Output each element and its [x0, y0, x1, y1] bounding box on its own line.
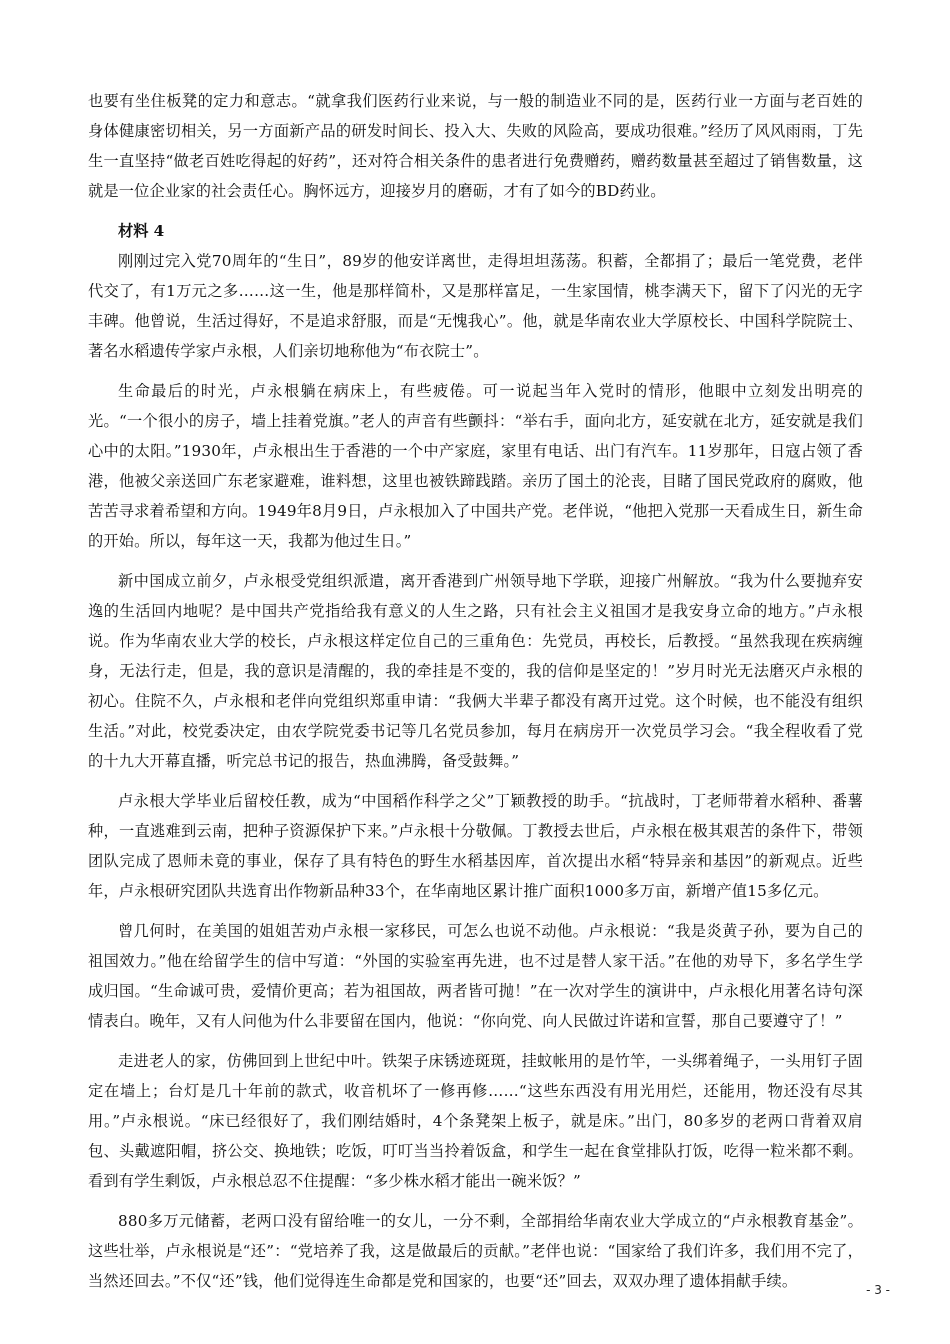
material-4-paragraph-3: 新中国成立前夕，卢永根受党组织派遣，离开香港到广州领导地下学联，迎接广州解放。“我为什么要抛弃安逸的生活回内地呢？是中国共产党指给我有意义的人生之路，只有社会主义祖国才是我安身立命的地方。”卢永根说。作为华南农业大学的校长，卢永根这样定位自己的三重角色：先党员，再校长，后教授。“虽然我现在疾病缠身，无法行走，但是，我的意识是清醒的，我的牵挂是不变的，我的信仰是坚定的！”岁月时光无法磨灭卢永根的初心。住院不久，卢永根和老伴向党组织郑重申请：“我俩大半辈子都没有离开过党。这个时候，也不能没有组织生活。”对此，校党委决定，由农学院党委书记等几名党员参加，每月在病房开一次党员学习会。“我全程收看了党的十九大开幕直播，听完总书记的报告，热血沸腾，备受鼓舞。”	[88, 572, 863, 770]
material-4-paragraph-6: 走进老人的家，仿佛回到上世纪中叶。铁架子床锈迹斑斑，挂蚊帐用的是竹竿，一头绑着绳子，一头用钉子固定在墙上；台灯是几十年前的款式，收音机坏了一修再修……“这些东西没有用光用烂，还能用，物还没有尽其用。”卢永根说。“床已经很好了，我们刚结婚时，4个条凳架上板子，就是床。”出门，80多岁的老两口背着双肩包、头戴遮阳帽，挤公交、换地铁；吃饭，叮叮当当拎着饭盒，和学生一起在食堂排队打饭，吃得一粒米都不剩。看到有学生剩饭，卢永根总忍不住提醒：“多少株水稻才能出一碗米饭？”	[88, 1052, 863, 1190]
document-page	[88, 86, 863, 1296]
page-number: - 3 -	[866, 1283, 890, 1297]
material-4-paragraph-5: 曾几何时，在美国的姐姐苦劝卢永根一家移民，可怎么也说不动他。卢永根说：“我是炎黄子孙，要为自己的祖国效力。”他在给留学生的信中写道：“外国的实验室再先进，也不过是替人家干活。”在他的劝导下，多名学生学成归国。“生命诚可贵，爱情价更高；若为祖国故，两者皆可抛！”在一次对学生的演讲中，卢永根化用著名诗句深情表白。晚年，又有人问他为什么非要留在国内，他说：“你向党、向人民做过许诺和宣誓，那自己要遵守了！”	[88, 922, 863, 1030]
material-4-paragraph-2: 生命最后的时光，卢永根躺在病床上，有些疲倦。可一说起当年入党时的情形，他眼中立刻发出明亮的光。“一个很小的房子，墙上挂着党旗。”老人的声音有些颤抖：“举右手，面向北方，延安就在北方，延安就是我们心中的太阳。”1930年，卢永根出生于香港的一个中产家庭，家里有电话、出门有汽车。11岁那年，日寇占领了香港，他被父亲送回广东老家避难，谁料想，这里也被铁蹄践踏。亲历了国土的沦丧，目睹了国民党政府的腐败，他苦苦寻求着希望和方向。1949年8月9日，卢永根加入了中国共产党。老伴说，“他把入党那一天看成生日，新生命的开始。所以，每年这一天，我都为他过生日。”	[88, 382, 863, 550]
material-4-paragraph-1: 刚刚过完入党70周年的“生日”，89岁的他安详离世，走得坦坦荡荡。积蓄，全都捐了；最后一笔党费，老伴代交了，有1万元之多……这一生，他是那样简朴，又是那样富足，一生家国情，桃李满天下，留下了闪光的无字丰碑。他曾说，生活过得好，不是追求舒服，而是“无愧我心”。他，就是华南农业大学原校长、中国科学院院士、著名水稻遗传学家卢永根，人们亲切地称他为“布衣院士”。	[88, 252, 863, 360]
material-4-paragraph-4: 卢永根大学毕业后留校任教，成为“中国稻作科学之父”丁颖教授的助手。“抗战时，丁老师带着水稻种、番薯种，一直逃难到云南，把种子资源保护下来。”卢永根十分敬佩。丁教授去世后，卢永根在极其艰苦的条件下，带领团队完成了恩师未竟的事业，保存了具有特色的野生水稻基因库，首次提出水稻“特异亲和基因”的新观点。近些年，卢永根研究团队共选育出作物新品种33个，在华南地区累计推广面积1000多万亩，新增产值15多亿元。	[88, 792, 863, 900]
continued-paragraph: 也要有坐住板凳的定力和意志。“就拿我们医药行业来说，与一般的制造业不同的是，医药行业一方面与老百姓的身体健康密切相关，另一方面新产品的研发时间长、投入大、失败的风险高，要成功很难。”经历了风风雨雨，丁先生一直坚持“做老百姓吃得起的好药”，还对符合相关条件的患者进行免费赠药，赠药数量甚至超过了销售数量，这就是一位企业家的社会责任心。胸怀远方，迎接岁月的磨砺，才有了如今的BD药业。	[88, 92, 863, 200]
section-title: 材料 4	[118, 222, 165, 240]
material-4-paragraph-7: 880多万元储蓄，老两口没有留给唯一的女儿，一分不剩，全部捐给华南农业大学成立的“卢永根教育基金”。这些壮举，卢永根说是“还”：“党培养了我，这是做最后的贡献。”老伴也说：“国家给了我们许多，我们用不完了，当然还回去。”不仅“还”钱，他们觉得连生命都是党和国家的，也要“还”回去，双双办理了遗体捐献手续。	[88, 1212, 863, 1290]
